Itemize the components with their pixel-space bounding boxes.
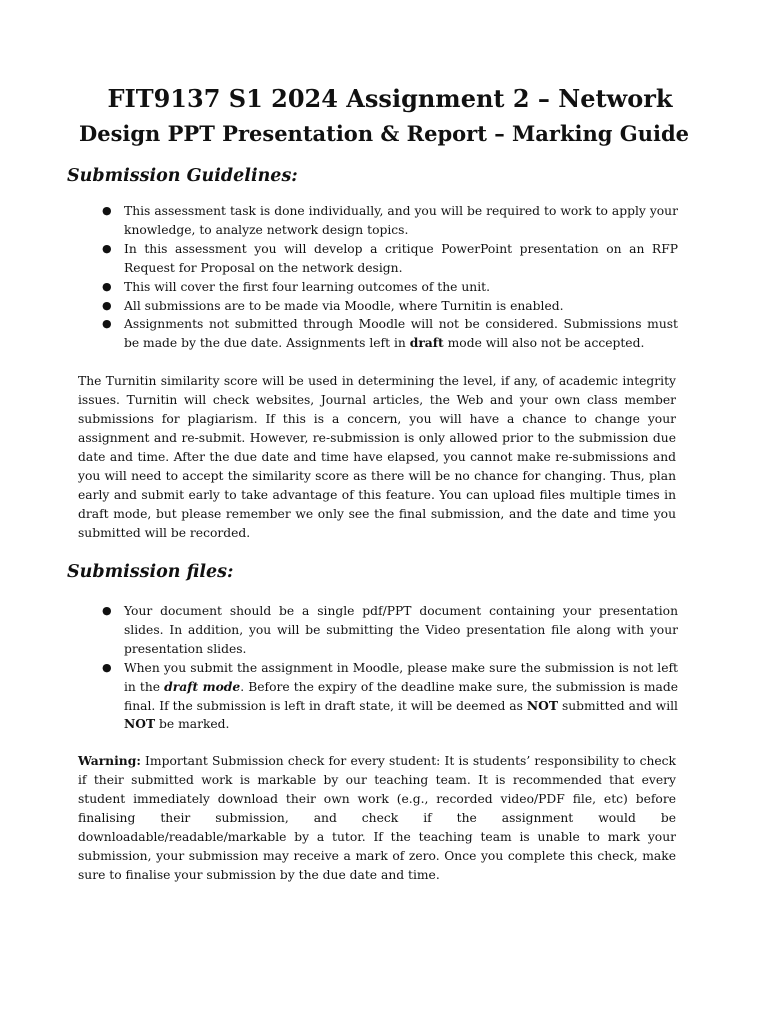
list-item-text: Your document should be a single pdf/PPT document containing your presentation slides. In addition, you will be submitting the Video presentation file along with your presentation slides. (124, 604, 678, 656)
list-item (102, 297, 678, 316)
bullet-icon: ● (102, 604, 112, 617)
list-item (102, 602, 678, 659)
list-item-text: When you submit the assignment in Moodle, please make sure the submission is not left in the draft mode. Before the expiry of the deadline make sure, the submission is made final. If the submission is left in draft state, it will be deemed as NOT submitted and will NOT be marked. (124, 660, 678, 732)
warning-label: Warning: (78, 753, 141, 768)
bullet-icon: ● (102, 241, 112, 255)
not-emphasis: NOT (124, 716, 156, 732)
bullet-icon: ● (102, 317, 112, 331)
list-item-text: Assignments not submitted through Moodle will not be considered. Submissions must be made by the due date. Assignments left in draft mode will also not be accepted. (124, 317, 678, 351)
list-item (102, 315, 678, 353)
list-item (102, 278, 678, 297)
list-item-text: This assessment task is done individually, and you will be required to work to apply your knowledge, to analyze network design topics. (124, 204, 678, 237)
draft-mode-emphasis: draft mode (164, 678, 241, 694)
bullet-icon: ● (102, 279, 112, 293)
list-item-text: This will cover the first four learning outcomes of the unit. (124, 279, 490, 294)
list-item (102, 202, 678, 240)
document-title-line-2: Design PPT Presentation & Report – Marking Guide (79, 121, 689, 146)
list-item (102, 659, 678, 735)
submission-guidelines-heading: Submission Guidelines: (67, 166, 298, 186)
warning-paragraph (78, 752, 676, 885)
submission-files-heading: Submission files: (67, 562, 234, 582)
warning-text: Important Submission check for every student: It is students’ responsibility to check if their submitted work is markable by our teaching team. It is recommended that every student immediately download their own work (e.g., recorded video/PDF file, etc) before finalising their submission, and check if the assignment would be downloadable/readable/markable by a tutor. If the teaching team is unable to mark your submission, your submission may receive a mark of zero. Once you complete this check, make sure to finalise your submission by the due date and time. (78, 754, 676, 882)
bullet-icon: ● (102, 204, 112, 217)
bullet-icon: ● (102, 298, 112, 312)
turnitin-paragraph: The Turnitin similarity score will be used in determining the level, if any, of academic integrity issues. Turnitin will check websites, Journal articles, the Web and your own class member submissions for plagiarism. If this is a concern, you will have a chance to change your assignment and re-submit. However, re-submission is only allowed prior to the submission due date and time. After the due date and time have elapsed, you cannot make re-submissions and you will need to accept the similarity score as there will be no chance for changing. Thus, plan early and submit early to take advantage of this feature. You can upload files multiple times in draft mode, but please remember we only see the final submission, and the date and time you submitted will be recorded. (78, 374, 676, 540)
draft-emphasis: draft (409, 335, 444, 351)
bullet-icon: ● (102, 660, 112, 674)
guidelines-list (102, 202, 678, 353)
list-item-text: In this assessment you will develop a critique PowerPoint presentation on an RFP Request for Proposal on the network design. (124, 241, 678, 275)
list-item-text: All submissions are to be made via Moodle, where Turnitin is enabled. (124, 298, 564, 313)
not-emphasis: NOT (526, 697, 558, 713)
document-title-line-1: FIT9137 S1 2024 Assignment 2 – Network (107, 84, 673, 113)
files-list (102, 602, 678, 734)
list-item (102, 240, 678, 278)
